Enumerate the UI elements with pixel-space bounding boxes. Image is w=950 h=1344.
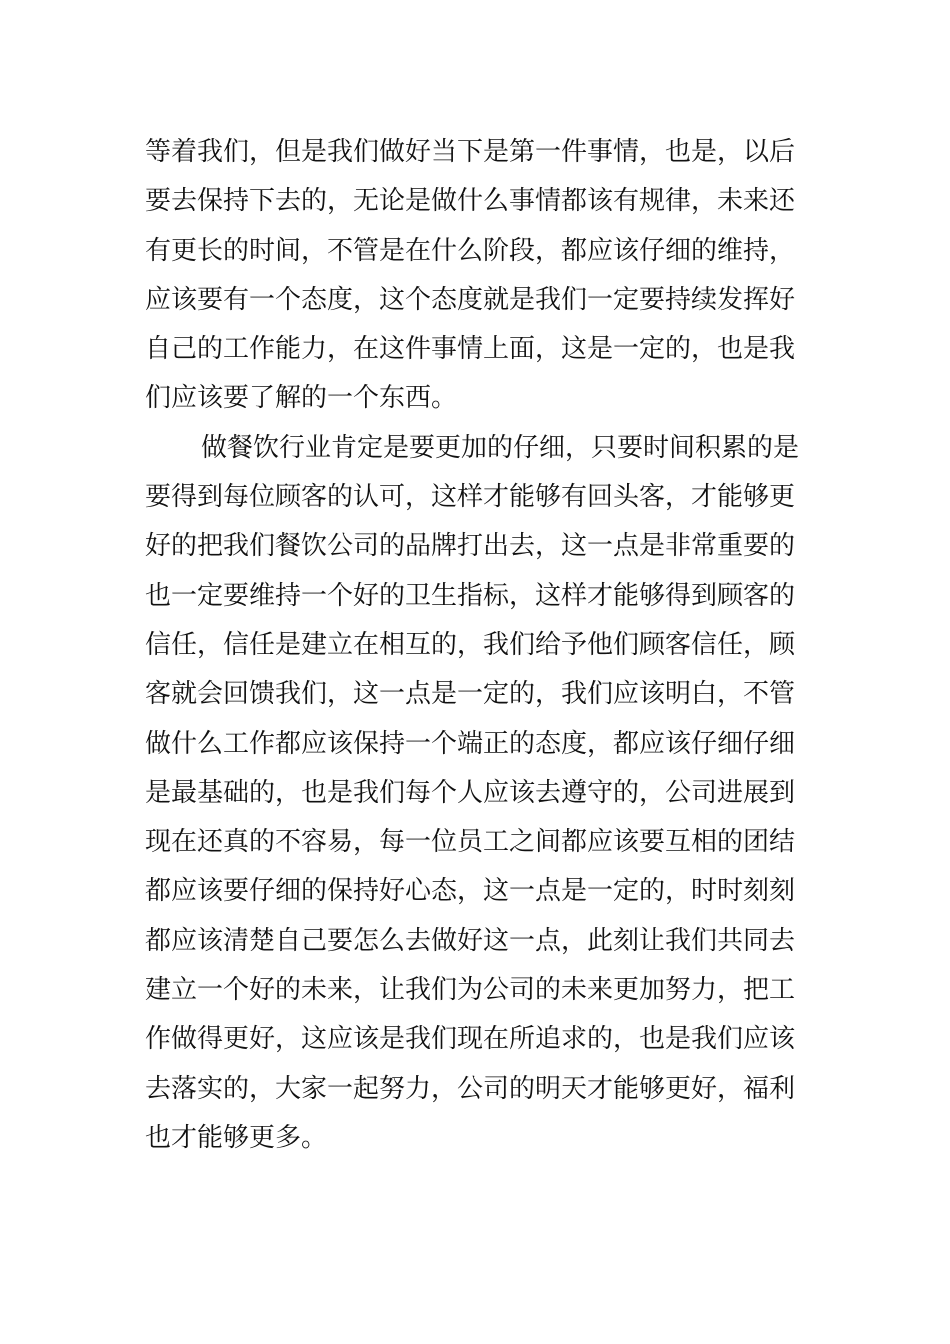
text-line: 做什么工作都应该保持一个端正的态度，都应该仔细仔细 xyxy=(145,728,796,759)
text-line: 也才能够更多。 xyxy=(145,1122,328,1153)
text-line: 等着我们，但是我们做好当下是第一件事情，也是，以后 xyxy=(145,137,796,167)
text-line: 们应该要了解的一个东西。 xyxy=(145,383,458,414)
text-line: 信任，信任是建立在相互的，我们给予他们顾客信任，顾 xyxy=(145,629,796,660)
text-line: 客就会回馈我们，这一点是一定的，我们应该明白，不管 xyxy=(145,679,796,710)
body-text xyxy=(145,128,815,1163)
text-line: 去落实的，大家一起努力，公司的明天才能够更好，福利 xyxy=(145,1073,796,1104)
text-line: 都应该清楚自己要怎么去做好这一点，此刻让我们共同去 xyxy=(145,925,796,956)
text-line: 应该要有一个态度，这个态度就是我们一定要持续发挥好 xyxy=(145,284,796,315)
text-line: 建立一个好的未来，让我们为公司的未来更加努力，把工 xyxy=(145,975,796,1006)
text-line: 好的把我们餐饮公司的品牌打出去，这一点是非常重要的 xyxy=(145,531,796,562)
text-line: 自己的工作能力，在这件事情上面，这是一定的，也是我 xyxy=(145,334,796,365)
text-line: 有更长的时间，不管是在什么阶段，都应该仔细的维持， xyxy=(145,235,796,266)
paragraph-1 xyxy=(145,128,815,424)
text-line: 做餐饮行业肯定是要更加的仔细，只要时间积累的是 xyxy=(201,432,800,463)
text-line: 也一定要维持一个好的卫生指标，这样才能够得到顾客的 xyxy=(145,580,796,611)
text-line: 要得到每位顾客的认可，这样才能够有回头客，才能够更 xyxy=(145,482,796,513)
text-line: 现在还真的不容易，每一位员工之间都应该要互相的团结 xyxy=(145,827,796,858)
paragraph-2 xyxy=(145,424,815,1163)
text-line: 是最基础的，也是我们每个人应该去遵守的，公司进展到 xyxy=(145,777,796,808)
text-line: 作做得更好，这应该是我们现在所追求的，也是我们应该 xyxy=(145,1024,796,1055)
text-line: 要去保持下去的，无论是做什么事情都该有规律，未来还 xyxy=(145,186,796,217)
text-line: 都应该要仔细的保持好心态，这一点是一定的，时时刻刻 xyxy=(145,876,796,907)
